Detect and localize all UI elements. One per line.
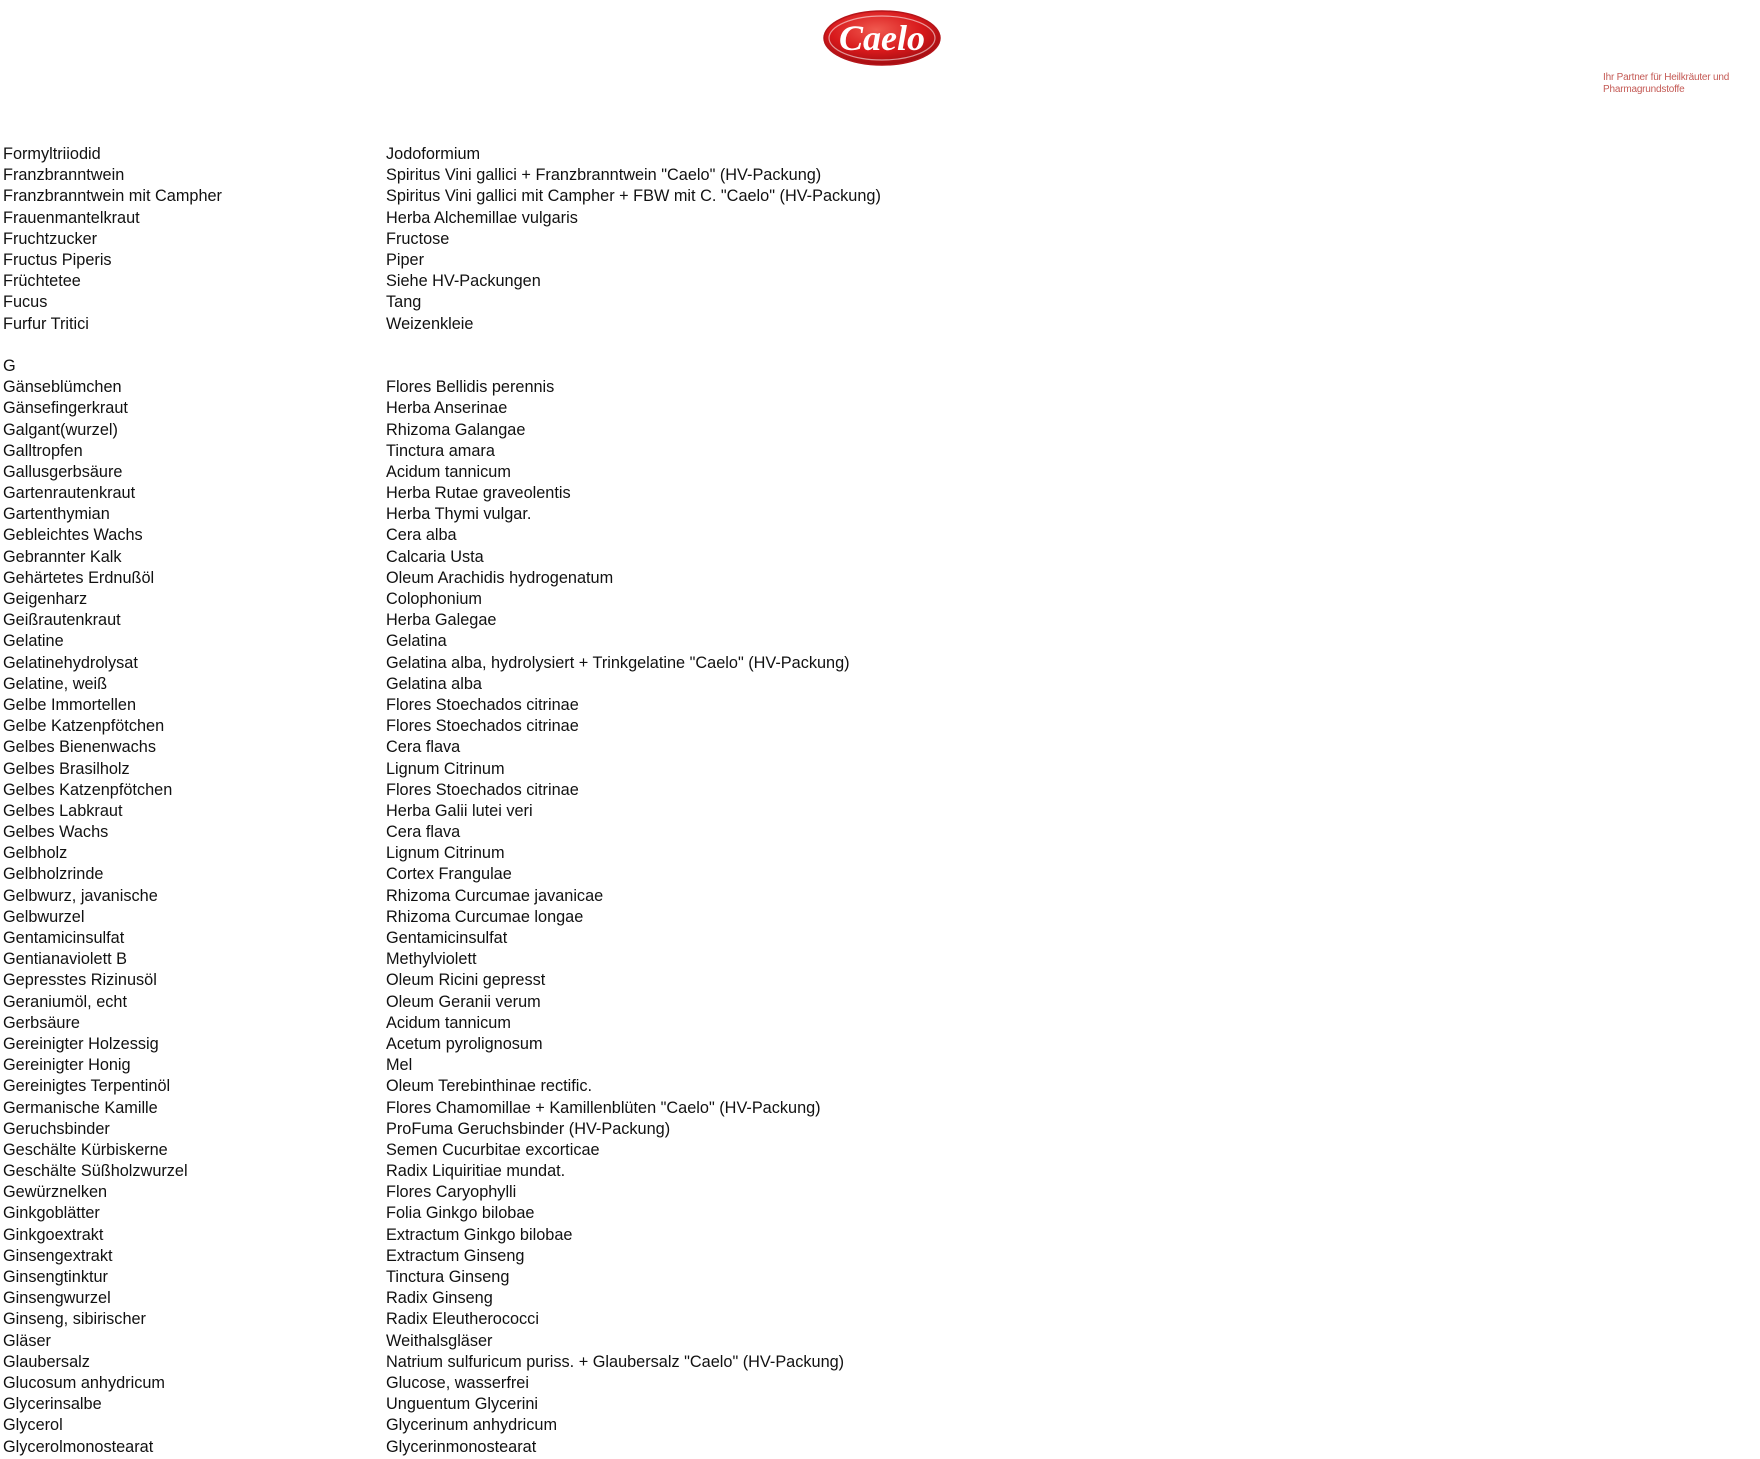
german-term: Germanische Kamille — [3, 1098, 158, 1117]
table-row — [3, 1331, 960, 1352]
german-term: Glycerolmonostearat — [3, 1437, 154, 1456]
german-term: Gereinigtes Terpentinöl — [3, 1077, 171, 1096]
table-row — [3, 1161, 960, 1182]
latin-name: Semen Cucurbitae excorticae — [386, 1140, 600, 1159]
german-term: Fruchtzucker — [3, 229, 98, 248]
latin-name: Oleum Ricini gepresst — [386, 971, 546, 990]
table-row — [3, 1436, 960, 1457]
german-term: Gelbwurzel — [3, 907, 85, 926]
latin-name: Herba Anserinae — [386, 399, 508, 418]
table-row — [3, 864, 960, 885]
table-row — [3, 1140, 960, 1161]
glossary-table — [3, 144, 960, 1458]
table-row — [3, 1055, 960, 1076]
german-term: Franzbranntwein — [3, 166, 125, 185]
table-row — [3, 674, 960, 695]
german-term: Ginkgoblätter — [3, 1204, 100, 1223]
tagline-line-2: Pharmagrundstoffe — [1603, 84, 1685, 95]
section-letter-g: G — [3, 356, 16, 375]
table-row — [3, 186, 960, 207]
german-term: Gartenthymian — [3, 505, 110, 524]
latin-name: Extractum Ginseng — [386, 1246, 525, 1265]
latin-name: Acidum tannicum — [386, 462, 511, 481]
latin-name: Flores Stoechados citrinae — [386, 717, 579, 736]
german-term: Fructus Piperis — [3, 251, 112, 270]
table-row — [3, 1415, 960, 1436]
latin-name: Piper — [386, 251, 425, 270]
german-term: Gelbholz — [3, 844, 68, 863]
tagline-line-1: Ihr Partner für Heilkräuter und — [1603, 72, 1730, 83]
table-row — [3, 1119, 960, 1140]
latin-name: Rhizoma Curcumae javanicae — [386, 886, 604, 905]
table-row — [3, 1203, 960, 1224]
latin-name: Unguentum Glycerini — [386, 1395, 539, 1414]
table-row — [3, 441, 960, 462]
table-row — [3, 695, 960, 716]
german-term: Gelatinehydrolysat — [3, 653, 138, 672]
latin-name: Lignum Citrinum — [386, 844, 505, 863]
german-term: Gänseblümchen — [3, 378, 122, 397]
german-term: Gelbes Katzenpfötchen — [3, 780, 173, 799]
german-term: Gelbholzrinde — [3, 865, 104, 884]
latin-name: Fructose — [386, 229, 450, 248]
latin-name: Herba Galegae — [386, 611, 497, 630]
german-term: Geschälte Kürbiskerne — [3, 1140, 168, 1159]
german-term: Gelbes Brasilholz — [3, 759, 130, 778]
table-row — [3, 398, 960, 419]
latin-name: Acidum tannicum — [386, 1013, 511, 1032]
german-term: Furfur Tritici — [3, 314, 89, 333]
german-term: Geruchsbinder — [3, 1119, 110, 1138]
table-row — [3, 1373, 960, 1394]
german-term: Ginsengwurzel — [3, 1289, 111, 1308]
latin-name: Cera flava — [386, 823, 461, 842]
latin-name: Herba Rutae graveolentis — [386, 484, 571, 503]
latin-name: Flores Stoechados citrinae — [386, 780, 579, 799]
latin-name: Oleum Geranii verum — [386, 992, 541, 1011]
table-row — [3, 928, 960, 949]
latin-name: Mel — [386, 1056, 413, 1075]
german-term: Frauenmantelkraut — [3, 208, 140, 227]
table-row — [3, 801, 960, 822]
german-term: Gepresstes Rizinusöl — [3, 971, 157, 990]
latin-name: Weizenkleie — [386, 314, 474, 333]
german-term: Glucosum anhydricum — [3, 1373, 165, 1392]
latin-name: Cortex Frangulae — [386, 865, 512, 884]
latin-name: Weithalsgläser — [386, 1331, 493, 1350]
table-row — [3, 610, 960, 631]
german-term: Gallusgerbsäure — [3, 462, 123, 481]
german-term: Fucus — [3, 293, 48, 312]
table-row — [3, 377, 960, 398]
german-term: Geißrautenkraut — [3, 611, 121, 630]
latin-name: Jodoformium — [386, 145, 481, 164]
table-row — [3, 483, 960, 504]
table-row — [3, 1225, 960, 1246]
caelo-logo-text: Caelo — [839, 18, 925, 58]
german-term: Glycerinsalbe — [3, 1395, 102, 1414]
table-row — [3, 1076, 960, 1097]
latin-name: Tinctura Ginseng — [386, 1268, 510, 1287]
table-row — [3, 229, 960, 250]
table-row — [3, 631, 960, 652]
latin-name: Glycerinum anhydricum — [386, 1416, 558, 1435]
german-term: Gereinigter Holzessig — [3, 1034, 159, 1053]
table-row — [3, 271, 960, 292]
german-term: Glaubersalz — [3, 1352, 90, 1371]
german-term: Glycerol — [3, 1416, 63, 1435]
latin-name: Acetum pyrolignosum — [386, 1034, 543, 1053]
latin-name: Rhizoma Curcumae longae — [386, 907, 584, 926]
latin-name: Herba Alchemillae vulgaris — [386, 208, 578, 227]
caelo-logo-mark — [800, 6, 960, 68]
table-row — [3, 1182, 960, 1203]
table-row — [3, 525, 960, 546]
german-term: Formyltriiodid — [3, 145, 101, 164]
german-term: Gereinigter Honig — [3, 1056, 131, 1075]
table-row — [3, 780, 960, 801]
german-term: Gehärtetes Erdnußöl — [3, 568, 155, 587]
table-row — [3, 568, 960, 589]
german-term: Gelbwurz, javanische — [3, 886, 158, 905]
latin-name: Siehe HV-Packungen — [386, 272, 541, 291]
latin-name: Tang — [386, 293, 422, 312]
german-term: Gelbes Labkraut — [3, 801, 123, 820]
german-term: Galgant(wurzel) — [3, 420, 118, 439]
german-term: Früchtetee — [3, 272, 81, 291]
german-term: Ginsengtinktur — [3, 1268, 108, 1287]
german-term: Gelbes Wachs — [3, 823, 109, 842]
latin-name: Radix Ginseng — [386, 1289, 493, 1308]
latin-name: Flores Caryophylli — [386, 1183, 517, 1202]
table-row — [3, 1246, 960, 1267]
latin-name: Calcaria Usta — [386, 547, 484, 566]
german-term: Gewürznelken — [3, 1183, 108, 1202]
latin-name: Flores Stoechados citrinae — [386, 695, 579, 714]
latin-name: Cera alba — [386, 526, 457, 545]
latin-name: Flores Bellidis perennis — [386, 378, 555, 397]
latin-name: Natrium sulfuricum puriss. + Glaubersalz "Caelo" (HV-Packung) — [386, 1352, 845, 1371]
latin-name: Spiritus Vini gallici mit Campher + FBW mit C. "Caelo" (HV-Packung) — [386, 187, 881, 206]
table-row — [3, 1288, 960, 1309]
table-row — [3, 992, 960, 1013]
latin-name: Gelatina alba, hydrolysiert + Trinkgelatine "Caelo" (HV-Packung) — [386, 653, 850, 672]
german-term: Geschälte Süßholzwurzel — [3, 1162, 188, 1181]
latin-name: Gelatina alba — [386, 674, 482, 693]
logo-tagline — [1603, 72, 1760, 96]
table-row — [3, 547, 960, 568]
german-term: Gartenrautenkraut — [3, 484, 136, 503]
latin-name: Herba Thymi vulgar. — [386, 505, 532, 524]
latin-name: Radix Liquiritiae mundat. — [386, 1162, 566, 1181]
latin-name: Spiritus Vini gallici + Franzbranntwein "Caelo" (HV-Packung) — [386, 166, 822, 185]
latin-name: Rhizoma Galangae — [386, 420, 526, 439]
table-row — [3, 907, 960, 928]
latin-name: Glucose, wasserfrei — [386, 1373, 529, 1392]
table-row — [3, 822, 960, 843]
latin-name: Oleum Terebinthinae rectific. — [386, 1077, 593, 1096]
group-f — [3, 144, 960, 335]
german-term: Geraniumöl, echt — [3, 992, 127, 1011]
latin-name: Oleum Arachidis hydrogenatum — [386, 568, 614, 587]
table-row — [3, 1394, 960, 1415]
german-term: Ginkgoextrakt — [3, 1225, 104, 1244]
latin-name: ProFuma Geruchsbinder (HV-Packung) — [386, 1119, 671, 1138]
table-row — [3, 504, 960, 525]
table-row — [3, 1097, 960, 1118]
table-row — [3, 292, 960, 313]
table-row — [3, 1352, 960, 1373]
german-term: Ginseng, sibirischer — [3, 1310, 146, 1329]
table-row — [3, 1013, 960, 1034]
german-term: Gänsefingerkraut — [3, 399, 128, 418]
latin-name: Folia Ginkgo bilobae — [386, 1204, 535, 1223]
german-term: Gelbe Immortellen — [3, 695, 137, 714]
german-term: Galltropfen — [3, 441, 83, 460]
table-row — [3, 314, 960, 335]
table-row — [3, 1309, 960, 1330]
german-term: Ginsengextrakt — [3, 1246, 113, 1265]
german-term: Gelbe Katzenpfötchen — [3, 717, 165, 736]
table-row — [3, 208, 960, 229]
table-row — [3, 250, 960, 271]
german-term: Gebrannter Kalk — [3, 547, 122, 566]
table-row — [3, 589, 960, 610]
group-g — [3, 377, 960, 1458]
latin-name: Flores Chamomillae + Kamillenblüten "Caelo" (HV-Packung) — [386, 1098, 821, 1117]
table-row — [3, 144, 960, 165]
german-term: Gentianaviolett B — [3, 950, 127, 969]
latin-name: Gentamicinsulfat — [386, 929, 508, 948]
table-row — [3, 843, 960, 864]
latin-name: Methylviolett — [386, 950, 477, 969]
latin-name: Tinctura amara — [386, 441, 495, 460]
latin-name: Gelatina — [386, 632, 447, 651]
latin-name: Cera flava — [386, 738, 461, 757]
german-term: Franzbranntwein mit Campher — [3, 187, 222, 206]
german-term: Gelatine — [3, 632, 64, 651]
table-row — [3, 165, 960, 186]
table-row — [3, 758, 960, 779]
german-term: Gelbes Bienenwachs — [3, 738, 156, 757]
german-term: Geigenharz — [3, 590, 88, 609]
latin-name: Herba Galii lutei veri — [386, 801, 533, 820]
caelo-logo — [800, 6, 1730, 98]
table-row — [3, 653, 960, 674]
german-term: Gerbsäure — [3, 1013, 80, 1032]
table-row — [3, 1267, 960, 1288]
table-row — [3, 462, 960, 483]
german-term: Gebleichtes Wachs — [3, 526, 143, 545]
group-gap — [3, 335, 960, 356]
german-term: Gentamicinsulfat — [3, 929, 125, 948]
table-row — [3, 737, 960, 758]
latin-name: Colophonium — [386, 590, 482, 609]
table-row — [3, 886, 960, 907]
table-row — [3, 1034, 960, 1055]
latin-name: Extractum Ginkgo bilobae — [386, 1225, 573, 1244]
german-term: Gläser — [3, 1331, 51, 1350]
latin-name: Lignum Citrinum — [386, 759, 505, 778]
german-term: Gelatine, weiß — [3, 674, 108, 693]
table-row — [3, 716, 960, 737]
table-row — [3, 949, 960, 970]
latin-name: Radix Eleutherococci — [386, 1310, 539, 1329]
table-row — [3, 419, 960, 440]
latin-name: Glycerinmonostearat — [386, 1437, 537, 1456]
table-row — [3, 970, 960, 991]
